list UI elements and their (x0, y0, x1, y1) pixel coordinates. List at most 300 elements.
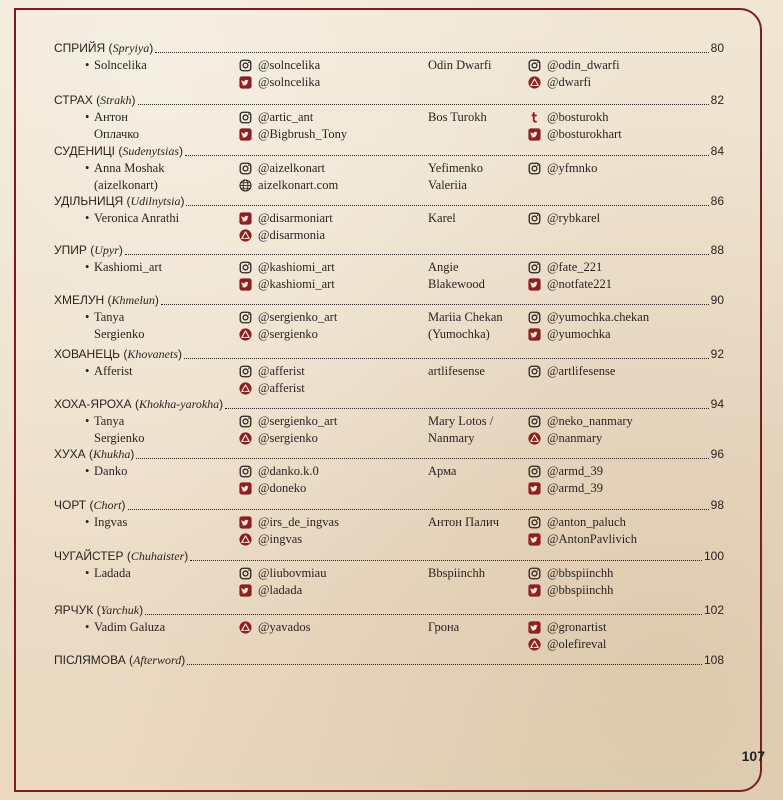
handle-text: @armd_39 (547, 464, 603, 478)
artist-name-line: (aizelkonart) (94, 178, 158, 192)
artist-row (54, 109, 724, 145)
social-handle[interactable] (239, 126, 347, 143)
social-handle[interactable] (239, 109, 347, 126)
paren-open: ( (86, 498, 94, 512)
artist-handles (239, 160, 338, 194)
artist-handles (239, 514, 339, 548)
social-handle[interactable] (239, 259, 335, 276)
paren-close: ) (121, 498, 126, 512)
chapter-latin-title: Udilnytsia (130, 194, 181, 208)
social-handle[interactable] (239, 514, 339, 531)
artist-name (85, 463, 234, 480)
artstation-icon (239, 328, 252, 341)
twitter-icon (239, 278, 252, 291)
artist-name (85, 109, 234, 143)
bullet: • (85, 414, 90, 428)
artist-handles (528, 309, 649, 343)
artist-name-line: (Yumochka) (428, 327, 490, 341)
artist-handles (239, 57, 320, 91)
paren-close: ) (180, 194, 185, 208)
paren-open: ( (123, 549, 131, 563)
dot-leader (136, 458, 708, 459)
artist-handles (239, 413, 337, 447)
social-handle[interactable] (239, 74, 320, 91)
toc-heading[interactable] (54, 548, 724, 565)
artist-name-line: Nanmary (428, 431, 475, 445)
twitter-icon (528, 278, 541, 291)
social-handle[interactable] (528, 430, 633, 447)
paren-open: ( (105, 41, 113, 55)
social-handle[interactable] (528, 480, 603, 497)
artist-handles (239, 309, 337, 343)
social-handle[interactable] (528, 259, 612, 276)
dot-leader (138, 104, 709, 105)
paren-close: ) (118, 243, 123, 257)
chapter-latin-title: Khmelun (111, 293, 155, 307)
artist-row (54, 413, 724, 449)
paren-close: ) (131, 93, 136, 107)
toc-heading[interactable] (54, 40, 724, 57)
bullet: • (85, 260, 90, 274)
dot-leader (128, 509, 709, 510)
artist-handles (528, 565, 613, 599)
artist-name-line: Ladada (94, 566, 131, 580)
chapter-title: ЧУГАЙСТЕР (54, 549, 124, 563)
artist-name (428, 363, 538, 380)
artstation-icon (528, 76, 541, 89)
artist-name-line: Tanya (94, 414, 125, 428)
handle-text: @ladada (258, 583, 303, 597)
chapter-title: ХОВАНЕЦЬ (54, 347, 120, 361)
social-handle[interactable] (528, 619, 606, 636)
artist-name-line: Sergienko (94, 431, 145, 445)
social-handle[interactable] (239, 326, 337, 343)
twitter-icon (239, 584, 252, 597)
handle-text: @artlifesense (547, 364, 616, 378)
toc-heading[interactable] (54, 143, 724, 160)
toc-entry (54, 396, 724, 449)
artist-row (54, 363, 724, 399)
social-handle[interactable] (528, 636, 606, 653)
bullet: • (85, 211, 90, 225)
paren-open: ( (86, 243, 95, 257)
handle-text: @neko_nanmary (547, 414, 633, 428)
chapter-page-number: 108 (703, 653, 724, 667)
chapter-page-number: 92 (710, 347, 724, 361)
instagram-icon (239, 415, 252, 428)
chapter-page-number: 98 (710, 498, 724, 512)
instagram-icon (528, 365, 541, 378)
twitter-icon (528, 482, 541, 495)
bullet: • (85, 58, 90, 72)
instagram-icon (239, 162, 252, 175)
artstation-icon (528, 432, 541, 445)
twitter-icon (528, 621, 541, 634)
artist-handles (528, 619, 606, 653)
chapter-title: ХОХА-ЯРОХА (54, 397, 132, 411)
chapter-page-number: 80 (710, 41, 724, 55)
toc-entry (54, 497, 724, 550)
instagram-icon (528, 516, 541, 529)
chapter-title: УДІЛЬНИЦЯ (54, 194, 124, 208)
social-handle[interactable] (239, 413, 337, 430)
paren-close: ) (181, 653, 186, 667)
social-handle[interactable] (528, 531, 637, 548)
artist-name-line: Danko (94, 464, 128, 478)
twitter-icon (528, 584, 541, 597)
paren-open: ( (85, 447, 93, 461)
artist-handles (239, 619, 310, 636)
artist-name-line: Odin Dwarfi (428, 58, 492, 72)
artist-name-line: Грона (428, 620, 460, 634)
handle-text: @afferist (258, 364, 305, 378)
artist-name (85, 363, 234, 380)
toc-heading[interactable] (54, 292, 724, 309)
artist-name-line: Оплачко (94, 127, 139, 141)
chapter-page-number: 100 (703, 549, 724, 563)
chapter-title: ХМЕЛУН (54, 293, 105, 307)
instagram-icon (528, 212, 541, 225)
artist-handles (528, 413, 633, 447)
chapter-latin-title: Chort (93, 498, 122, 512)
handle-text: @doneko (258, 481, 307, 495)
chapter-page-number: 82 (710, 93, 724, 107)
artist-name (428, 210, 538, 227)
dot-leader (145, 614, 702, 615)
artist-handles (528, 363, 615, 380)
artist-name (85, 514, 234, 531)
globe-icon (239, 179, 252, 192)
dot-leader (161, 304, 709, 305)
twitter-icon (239, 212, 252, 225)
handle-text: @armd_39 (547, 481, 603, 495)
handle-text: @disarmoniart (258, 211, 333, 225)
handle-text: @kashiomi_art (258, 260, 335, 274)
paren-close: ) (154, 293, 159, 307)
instagram-icon (239, 59, 252, 72)
paren-close: ) (139, 603, 144, 617)
handle-text: @nanmary (547, 431, 603, 445)
bullet: • (85, 161, 90, 175)
handle-text: @disarmonia (258, 228, 326, 242)
bullet: • (85, 464, 90, 478)
bullet: • (85, 364, 90, 378)
twitter-icon (528, 533, 541, 546)
bullet: • (85, 310, 90, 324)
social-handle[interactable] (528, 363, 615, 380)
handle-text: @olefireval (547, 637, 607, 651)
artist-handles (528, 463, 603, 497)
social-handle[interactable] (528, 413, 633, 430)
artist-name-line: Mariia Chekan (428, 310, 503, 324)
instagram-icon (528, 465, 541, 478)
twitter-icon (239, 482, 252, 495)
artist-row (54, 210, 724, 246)
artist-row (54, 57, 724, 93)
artist-name (428, 259, 538, 293)
instagram-icon (528, 59, 541, 72)
chapter-title: ЧОРТ (54, 498, 87, 512)
handle-text: @anton_paluch (547, 515, 626, 529)
artist-name-line: Veronica Anrathi (94, 211, 180, 225)
paren-open: ( (114, 144, 123, 158)
paren-open: ( (92, 93, 101, 107)
artist-row (54, 160, 724, 196)
bullet: • (85, 515, 90, 529)
artist-name-line: Valeriia (428, 178, 467, 192)
toc-entry (54, 92, 724, 145)
paren-close: ) (178, 347, 182, 361)
artist-row (54, 514, 724, 550)
handle-text: @bosturokh (547, 110, 609, 124)
toc-heading[interactable] (54, 396, 724, 413)
artist-name (85, 309, 234, 343)
dot-leader (155, 52, 708, 53)
social-handle[interactable] (239, 210, 333, 227)
social-handle[interactable] (528, 276, 612, 293)
artist-row (54, 309, 724, 345)
social-handle[interactable] (528, 309, 649, 326)
social-handle[interactable] (239, 177, 338, 194)
toc-heading[interactable] (54, 497, 724, 514)
artstation-icon (528, 638, 541, 651)
instagram-icon (528, 261, 541, 274)
social-handle[interactable] (528, 326, 649, 343)
social-handle[interactable] (239, 363, 305, 380)
social-handle[interactable] (239, 160, 338, 177)
artist-name (85, 565, 234, 582)
handle-text: @afferist (258, 381, 305, 395)
social-handle[interactable] (528, 210, 600, 227)
instagram-icon (528, 567, 541, 580)
handle-text: @sergienko_art (258, 414, 338, 428)
artist-handles (239, 210, 333, 244)
bullet: • (85, 620, 90, 634)
chapter-page-number: 88 (710, 243, 724, 257)
artist-name (428, 160, 538, 194)
artist-name (85, 160, 234, 194)
artist-name (428, 57, 538, 74)
toc-entry (54, 143, 724, 196)
social-handle[interactable] (239, 430, 337, 447)
toc-heading[interactable] (54, 242, 724, 259)
handle-text: @bosturokhart (547, 127, 622, 141)
toc-entry (54, 346, 724, 399)
paren-close: ) (184, 549, 189, 563)
artist-name-line: Bos Turokh (428, 110, 487, 124)
paren-open: ( (93, 603, 101, 617)
bullet: • (85, 566, 90, 580)
chapter-latin-title: Chuhaister (130, 549, 185, 563)
instagram-icon (239, 567, 252, 580)
chapter-page-number: 86 (710, 194, 724, 208)
artist-name-line: Angie (428, 260, 459, 274)
artist-name-line: Solncelika (94, 58, 147, 72)
artist-row (54, 259, 724, 295)
chapter-latin-title: Afterword (133, 653, 182, 667)
artist-name (428, 413, 538, 447)
artist-name (428, 514, 538, 531)
chapter-title: ЯРЧУК (54, 603, 94, 617)
artist-handles (528, 160, 597, 177)
social-handle[interactable] (239, 380, 305, 397)
chapter-page-number: 84 (710, 144, 724, 158)
chapter-title: ХУХА (54, 447, 86, 461)
toc-heading[interactable] (54, 346, 724, 363)
artist-name-line: Ingvas (94, 515, 128, 529)
artist-handles (528, 514, 637, 548)
artist-name-line: Anna Moshak (94, 161, 165, 175)
paren-open: ( (119, 347, 128, 361)
social-handle[interactable] (528, 514, 637, 531)
handle-text: @kashiomi_art (258, 277, 335, 291)
handle-text: @notfate221 (547, 277, 612, 291)
chapter-page-number: 102 (703, 603, 724, 617)
chapter-latin-title: Sudenytsias (122, 144, 179, 158)
dot-leader (185, 155, 709, 156)
social-handle[interactable] (239, 565, 326, 582)
handle-text: @yavados (258, 620, 311, 634)
social-handle[interactable] (239, 57, 320, 74)
toc-heading[interactable] (54, 652, 724, 669)
artist-name (428, 309, 538, 343)
handle-text: @artic_ant (258, 110, 314, 124)
artist-name-line: Blakewood (428, 277, 485, 291)
paren-close: ) (130, 447, 135, 461)
dot-leader (125, 254, 709, 255)
social-handle[interactable] (528, 565, 613, 582)
chapter-latin-title: Upyr (94, 243, 119, 257)
toc-entry (54, 548, 724, 601)
chapter-latin-title: Spryiya (112, 41, 150, 55)
chapter-latin-title: Khukha (92, 447, 131, 461)
handle-text: @yumochka (547, 327, 611, 341)
chapter-latin-title: Khovanets (127, 347, 178, 361)
artist-name (85, 210, 234, 227)
paren-open: ( (104, 293, 112, 307)
instagram-icon (239, 465, 252, 478)
artist-handles (528, 57, 620, 91)
social-handle[interactable] (528, 463, 603, 480)
instagram-icon (239, 311, 252, 324)
toc-entry (54, 602, 724, 655)
artist-handles (528, 259, 612, 293)
artist-row (54, 619, 724, 655)
social-handle[interactable] (528, 109, 622, 126)
social-handle[interactable] (528, 582, 613, 599)
artist-name-line: artlifesense (428, 364, 485, 378)
artist-name-line: Bbspiinchh (428, 566, 485, 580)
artist-name-line: Afferist (94, 364, 133, 378)
social-handle[interactable] (528, 160, 597, 177)
artist-name (85, 259, 234, 276)
social-handle[interactable] (239, 276, 335, 293)
toc-entry (54, 193, 724, 246)
handle-text: @bbspiinchh (547, 566, 614, 580)
chapter-title: СУДЕНИЦІ (54, 144, 115, 158)
toc-entry (54, 652, 724, 669)
toc-entry (54, 292, 724, 345)
social-handle[interactable] (239, 463, 319, 480)
toc-heading[interactable] (54, 446, 724, 463)
handle-text: @Bigbrush_Tony (258, 127, 348, 141)
dot-leader (186, 205, 708, 206)
dot-leader (190, 560, 702, 561)
handle-text: @sergienko_art (258, 310, 338, 324)
social-handle[interactable] (239, 309, 337, 326)
twitter-icon (239, 128, 252, 141)
artist-name-line: Kashiomi_art (94, 260, 163, 274)
handle-text: @gronartist (547, 620, 607, 634)
artist-name (85, 619, 234, 636)
bullet: • (85, 110, 90, 124)
social-handle[interactable] (528, 74, 620, 91)
artstation-icon (239, 621, 252, 634)
chapter-latin-title: Strakh (100, 93, 132, 107)
artist-row (54, 565, 724, 601)
twitter-icon (239, 516, 252, 529)
handle-text: @bbspiinchh (547, 583, 614, 597)
handle-text: @liubovmiau (258, 566, 327, 580)
paren-open: ( (131, 397, 139, 411)
social-handle[interactable] (239, 619, 310, 636)
artist-name (428, 565, 538, 582)
artist-handles (239, 259, 335, 293)
dot-leader (184, 358, 709, 359)
artist-name-line: Арма (428, 464, 457, 478)
handle-text: aizelkonart.com (258, 178, 339, 192)
toc-heading[interactable] (54, 602, 724, 619)
handle-text: @sergienko (258, 431, 318, 445)
artist-name-line: Mary Lotos / (428, 414, 494, 428)
instagram-icon (528, 311, 541, 324)
artist-row (54, 463, 724, 499)
artstation-icon (239, 229, 252, 242)
handle-text: @yumochka.chekan (547, 310, 650, 324)
twitter-icon (239, 76, 252, 89)
chapter-page-number: 90 (710, 293, 724, 307)
artist-name-line: Антон (94, 110, 128, 124)
paren-close: ) (179, 144, 183, 158)
artstation-icon (239, 432, 252, 445)
artist-handles (239, 109, 347, 143)
artist-name-line: Tanya (94, 310, 125, 324)
social-handle[interactable] (528, 126, 622, 143)
social-handle[interactable] (528, 57, 620, 74)
artist-name (428, 463, 538, 480)
dot-leader (225, 408, 708, 409)
handle-text: @danko.k.0 (258, 464, 319, 478)
social-handle[interactable] (239, 480, 319, 497)
twitter-icon (528, 328, 541, 341)
toc-heading[interactable] (54, 193, 724, 210)
toc-heading[interactable] (54, 92, 724, 109)
social-handle[interactable] (239, 531, 339, 548)
instagram-icon (528, 162, 541, 175)
paren-open: ( (125, 653, 134, 667)
artist-name-line: Yefimenko (428, 161, 483, 175)
paren-close: ) (149, 41, 154, 55)
artist-name (428, 109, 538, 126)
artist-handles (528, 210, 600, 227)
handle-text: @solncelika (258, 75, 321, 89)
artist-name (85, 413, 234, 447)
handle-text: @rybkarel (547, 211, 601, 225)
handle-text: @odin_dwarfi (547, 58, 620, 72)
social-handle[interactable] (239, 582, 326, 599)
toc-entry (54, 446, 724, 499)
artist-name-line: Karel (428, 211, 456, 225)
